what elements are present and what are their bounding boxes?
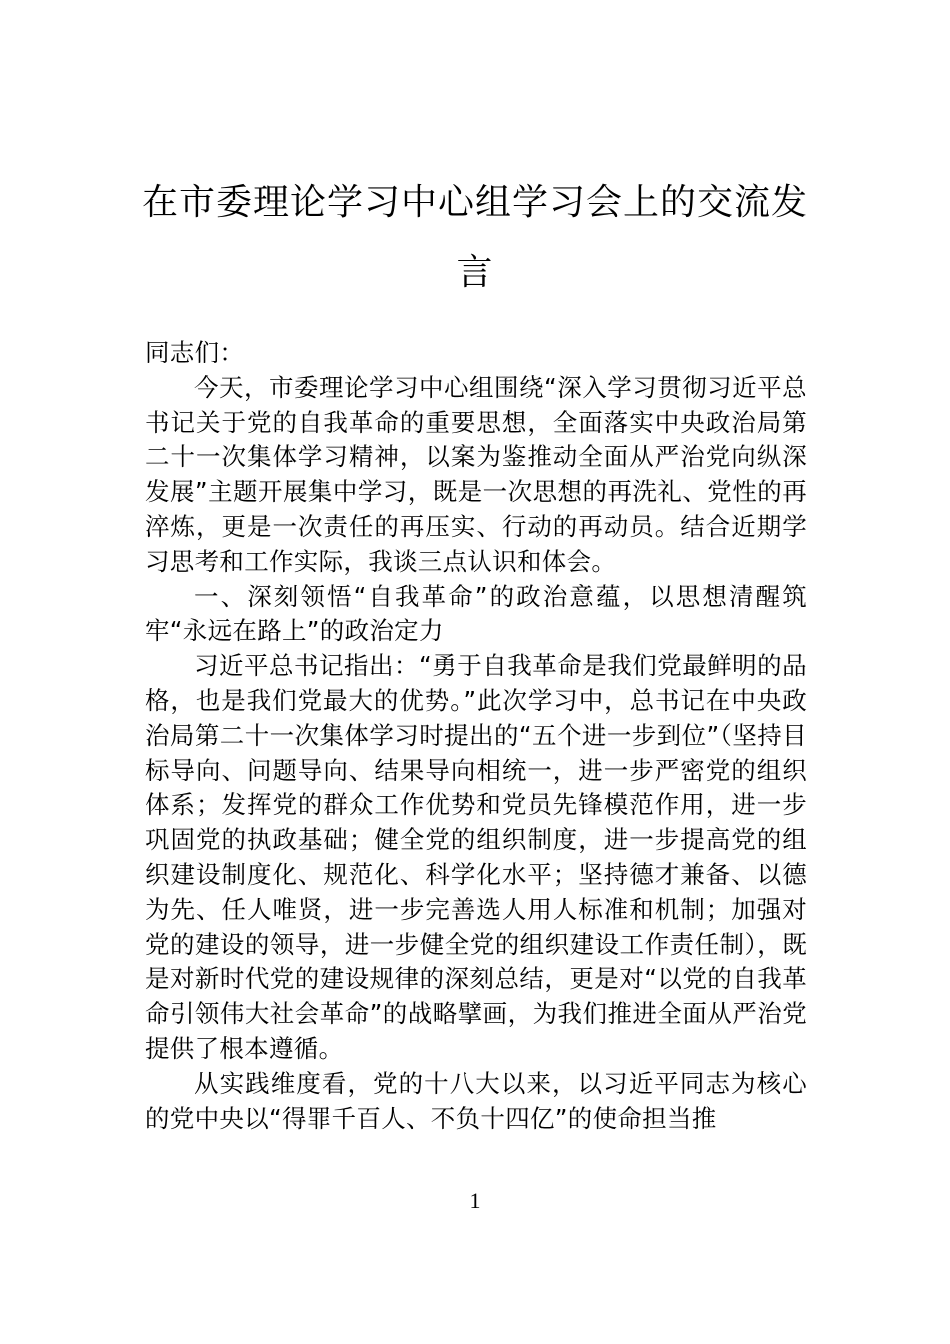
paragraph-quote: 习近平总书记指出：“勇于自我革命是我们党最鲜明的品格，也是我们党最大的优势。”此次学习中，总书记在中央政治局第二十一次集体学习时提出的“五个进一步到位”（坚持目标导向、问题导向、结果导向相统一，进一步严密党的组织体系；发挥党的群众工作优势和党员先锋模范作用，进一步巩固党的执政基础；健全党的组织制度，进一步提高党的组织建设制度化、规范化、科学化水平；坚持德才兼备、以德为先、任人唯贤，进一步完善选人用人标准和机制；加强对党的建设的领导，进一步健全党的组织建设工作责任制），既是对新时代党的建设规律的深刻总结，更是对“以党的自我革命引领伟大社会革命”的战略擘画，为我们推进全面从严治党提供了根本遵循。 — [145, 651, 807, 1063]
section-heading-1: 一、深刻领悟“自我革命”的政治意蕴，以思想清醒筑牢“永远在路上”的政治定力 — [145, 581, 807, 646]
document-title: 在市委理论学习中心组学习会上的交流发言 — [141, 182, 808, 293]
document-body — [145, 336, 807, 1136]
salutation: 同志们： — [145, 338, 245, 367]
page-number: 1 — [469, 1188, 481, 1213]
paragraph-practice: 从实践维度看，党的十八大以来，以习近平同志为核心的党中央以“得罪千百人、不负十四亿”的使命担当推 — [145, 1068, 807, 1133]
paragraph-intro: 今天，市委理论学习中心组围绕“深入学习贯彻习近平总书记关于党的自我革命的重要思想，全面落实中央政治局第二十一次集体学习精神，以案为鉴推动全面从严治党向纵深发展”主题开展集中学习，既是一次思想的再洗礼、党性的再淬炼，更是一次责任的再压实、行动的再动员。结合近期学习思考和工作实际，我谈三点认识和体会。 — [145, 372, 807, 576]
